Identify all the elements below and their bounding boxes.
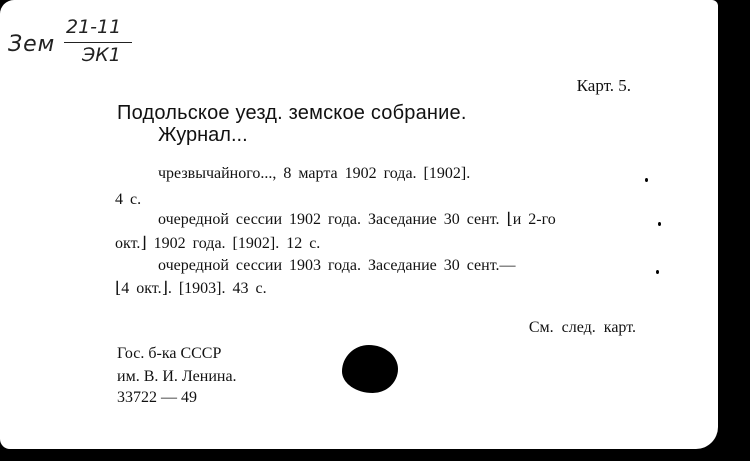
- library-name-2: им. В. И. Ленина.: [117, 368, 237, 385]
- handwritten-fraction-line: [64, 42, 132, 43]
- entry-line: очередной сессии 1902 года. Заседание 30 сент. ⌊и 2-го: [158, 211, 556, 228]
- handwritten-numerator: 21-11: [66, 16, 122, 38]
- heading-line-2: Журнал...: [158, 124, 248, 146]
- entry-line: ⌊4 окт.⌋. [1903]. 43 с.: [115, 280, 267, 297]
- heading-line-1: Подольское уезд. земское собрание.: [117, 102, 467, 124]
- ink-speck: [656, 270, 659, 274]
- card-number: Карт. 5.: [576, 76, 631, 95]
- entry-line: чрезвычайного..., 8 марта 1902 года. [1902].: [158, 165, 471, 182]
- handwritten-denominator: ЭК1: [82, 44, 121, 66]
- ink-stamp-icon: [342, 345, 398, 393]
- see-next-card-note: См. след. карт.: [528, 319, 636, 336]
- library-name: Гос. б-ка СССР: [117, 345, 222, 362]
- entry-line: очередной сессии 1903 года. Заседание 30 сент.—: [158, 257, 516, 274]
- entry-line: 4 с.: [115, 191, 142, 208]
- ink-speck: [645, 178, 648, 182]
- handwritten-prefix: Зем: [8, 32, 56, 57]
- ink-speck: [658, 222, 661, 226]
- library-print-number: 33722 — 49: [117, 389, 197, 406]
- entry-line: окт.⌋ 1902 года. [1902]. 12 с.: [115, 235, 321, 252]
